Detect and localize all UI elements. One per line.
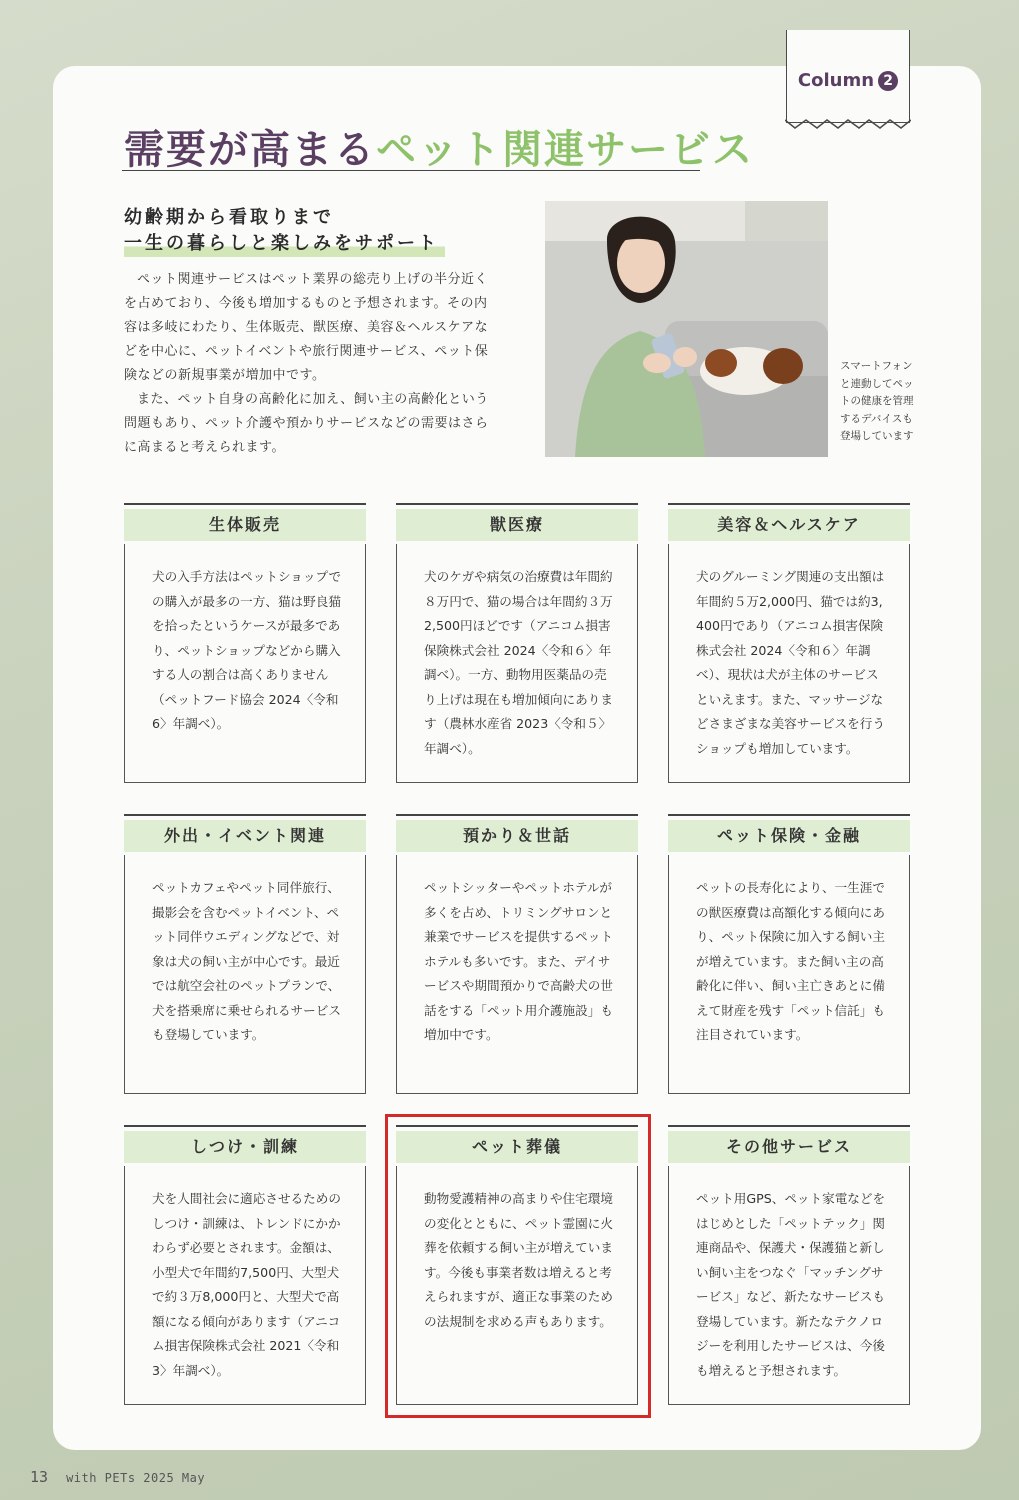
service-box-outing-events bbox=[124, 814, 366, 1096]
box-body: ペットカフェやペット同伴旅行、撮影会を含むペットイベント、ペット同伴ウエディングなどで、対象は犬の飼い主が中心です。最近では航空会社のペットプランで、犬を搭乗席に乗せられるサービスも登場しています。 bbox=[152, 880, 341, 1042]
intro-text: ペット関連サービスはペット業界の総売り上げの半分近くを占めており、今後も増加するものと予想されます。その内容は多岐にわたり、生体販売、獣医療、美容＆ヘルスケアなどを中心に、ペットイベントや旅行関連サービス、ペット保険などの新規事業が増加中です。 また、ペット自身の高齢化に加え、飼い主の高齢化という問題もあり、ペット介護や預かりサービスなどの需要はさらに高まると考えられます。 bbox=[124, 272, 489, 455]
box-body: 犬を人間社会に適応させるためのしつけ・訓練は、トレンドにかかわらず必要とされます。金額は、小型犬で年間約7,500円、大型犬で約３万8,000円と、大型犬で高額になる傾向があります（アニコム損害保険株式会社 2021〈令和3〉年調べ）。 bbox=[152, 1191, 341, 1378]
column-number: 2 bbox=[878, 71, 898, 91]
woman-with-smartphone-and-dog-photo bbox=[545, 201, 828, 457]
box-body: 犬のグルーミング関連の支出額は年間約５万2,000円、猫では約3,400円であり（アニコム損害保険株式会社 2024〈令和６〉年調べ）、現状は犬が主体のサービスといえます。また、マッサージなどさまざまな美容サービスを行うショップも増加しています。 bbox=[696, 569, 885, 756]
service-box-training bbox=[124, 1125, 366, 1407]
column-label: Column 2 bbox=[787, 70, 909, 91]
box-title: 預かり＆世話 bbox=[396, 820, 638, 852]
box-body: 動物愛護精神の高まりや住宅環境の変化とともに、ペット霊園に火葬を依頼する飼い主が増えています。今後も事業者数は増えると考えられますが、適正な事業のための法規制を求める声もあります。 bbox=[424, 1191, 613, 1329]
box-title: 外出・イベント関連 bbox=[124, 820, 366, 852]
page-number: 13 bbox=[30, 1468, 49, 1486]
box-title: 獣医療 bbox=[396, 509, 638, 541]
photo-caption: スマートフォンと連動してペットの健康を管理するデバイスも登場しています bbox=[840, 360, 914, 442]
box-body: 犬のケガや病気の治療費は年間約８万円で、猫の場合は年間約３万2,500円ほどです（アニコム損害保険株式会社 2024〈令和６〉年調べ）。一方、動物用医薬品の売り上げは現在も増加傾向にあります（農林水産省 2023〈令和５〉年調べ）。 bbox=[424, 569, 613, 756]
service-box-live-sales bbox=[124, 503, 366, 785]
title-rule bbox=[122, 170, 700, 171]
box-body: 犬の入手方法はペットショップでの購入が最多の一方、猫は野良猫を拾ったというケースが最多であり、ペットショップなどから購入する人の割合は高くありません（ペットフード協会 2024〈令和 6〉年調べ）。 bbox=[152, 569, 342, 731]
box-title: その他サービス bbox=[668, 1131, 910, 1163]
box-title: 美容＆ヘルスケア bbox=[668, 509, 910, 541]
service-box-other-services bbox=[668, 1125, 910, 1407]
box-body: ペット用GPS、ペット家電などをはじめとした「ペットテック」関連商品や、保護犬・保護猫と新しい飼い主をつなぐ「マッチングサービス」など、新たなサービスも登場しています。新たなテクノロジーを利用したサービスは、今後も増えると予想されます。 bbox=[696, 1191, 886, 1378]
box-body: ペットシッターやペットホテルが多くを占め、トリミングサロンと兼業でサービスを提供するペットホテルも多いです。また、デイサービスや期間預かりで高齢犬の世話をする「ペット用介護施設」も増加中です。 bbox=[424, 880, 613, 1042]
box-body: ペットの長寿化により、一生涯での獣医療費は高額化する傾向にあり、ペット保険に加入する飼い主が増えています。また飼い主の高齢化に伴い、飼い主亡きあとに備えて財産を残す「ペット信託」も注目されています。 bbox=[696, 880, 885, 1042]
box-title: 生体販売 bbox=[124, 509, 366, 541]
box-title: ペット保険・金融 bbox=[668, 820, 910, 852]
red-highlight-frame bbox=[385, 1114, 651, 1418]
service-box-insurance-finance bbox=[668, 814, 910, 1096]
magazine-issue: with PETs 2025 May bbox=[66, 1471, 206, 1485]
box-title: しつけ・訓練 bbox=[124, 1131, 366, 1163]
ribbon-zigzag bbox=[785, 118, 911, 130]
service-box-beauty-healthcare bbox=[668, 503, 910, 785]
column-ribbon bbox=[786, 30, 910, 123]
box-title: ペット葬儀 bbox=[396, 1131, 638, 1163]
page-footer bbox=[30, 1468, 205, 1486]
service-box-boarding-care bbox=[396, 814, 638, 1096]
page-title: 需要が高まるペット関連サービス bbox=[124, 127, 754, 173]
subheading: 幼齢期から看取りまで 一生の暮らしと楽しみをサポート bbox=[124, 205, 445, 257]
photo-illustration bbox=[545, 201, 828, 457]
service-box-veterinary bbox=[396, 503, 638, 785]
